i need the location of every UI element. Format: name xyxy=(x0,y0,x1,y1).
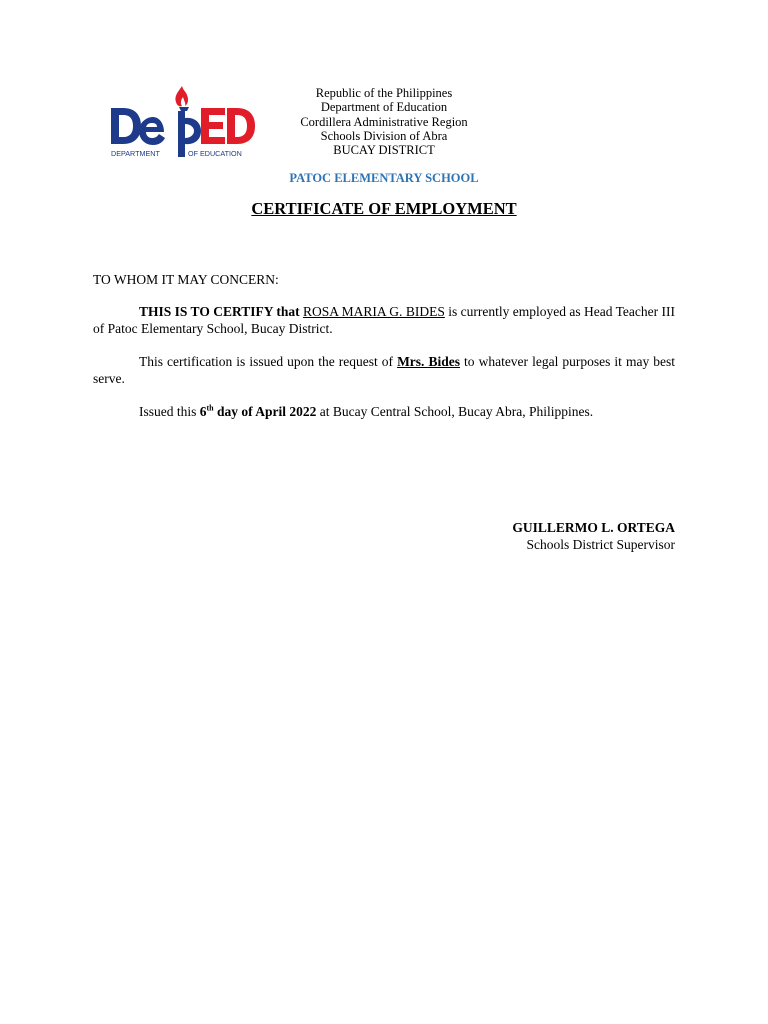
letterhead-line-region: Cordillera Administrative Region xyxy=(300,114,468,129)
deped-logo-graphic xyxy=(109,84,257,160)
issued-day: 6 xyxy=(199,404,207,419)
logo-subtitle-right: OF EDUCATION xyxy=(188,149,242,158)
signatory-name: GUILLERMO L. ORTEGA xyxy=(512,520,675,535)
purpose-rest: to whatever legal purposes it may best serve. xyxy=(93,354,675,386)
signatory-position: Schools District Supervisor xyxy=(526,537,675,552)
issued-date: day of April 2022 xyxy=(217,404,317,419)
paragraph-certify xyxy=(93,303,675,337)
salutation: TO WHOM IT MAY CONCERN: xyxy=(93,272,279,287)
letterhead xyxy=(284,86,484,157)
school-name: PATOC ELEMENTARY SCHOOL xyxy=(289,171,479,185)
letterhead-line-district: BUCAY DISTRICT xyxy=(333,143,435,158)
paragraph-purpose xyxy=(93,353,675,387)
certify-lead: THIS IS TO CERTIFY that xyxy=(139,304,300,319)
issued-day-suffix: th xyxy=(206,403,214,413)
letterhead-line-division: Schools Division of Abra xyxy=(320,128,448,143)
logo-subtitle-left: DEPARTMENT xyxy=(111,149,160,158)
issued-rest: at Bucay Central School, Bucay Abra, Philippines. xyxy=(319,404,594,419)
paragraph-issued xyxy=(93,403,675,420)
certify-rest: is currently employed as Head Teacher III of Patoc Elementary School, Bucay District. xyxy=(93,304,675,336)
requester-name: Mrs. Bides xyxy=(397,354,460,369)
document-title: CERTIFICATE OF EMPLOYMENT xyxy=(251,199,517,218)
employee-name: ROSA MARIA G. BIDES xyxy=(303,304,445,319)
issued-lead: Issued this xyxy=(139,404,197,419)
letterhead-line-department: Department of Education xyxy=(320,100,448,115)
letterhead-line-republic: Republic of the Philippines xyxy=(315,86,453,100)
deped-logo xyxy=(109,84,257,160)
purpose-lead: This certification is issued upon the request of xyxy=(139,354,394,369)
